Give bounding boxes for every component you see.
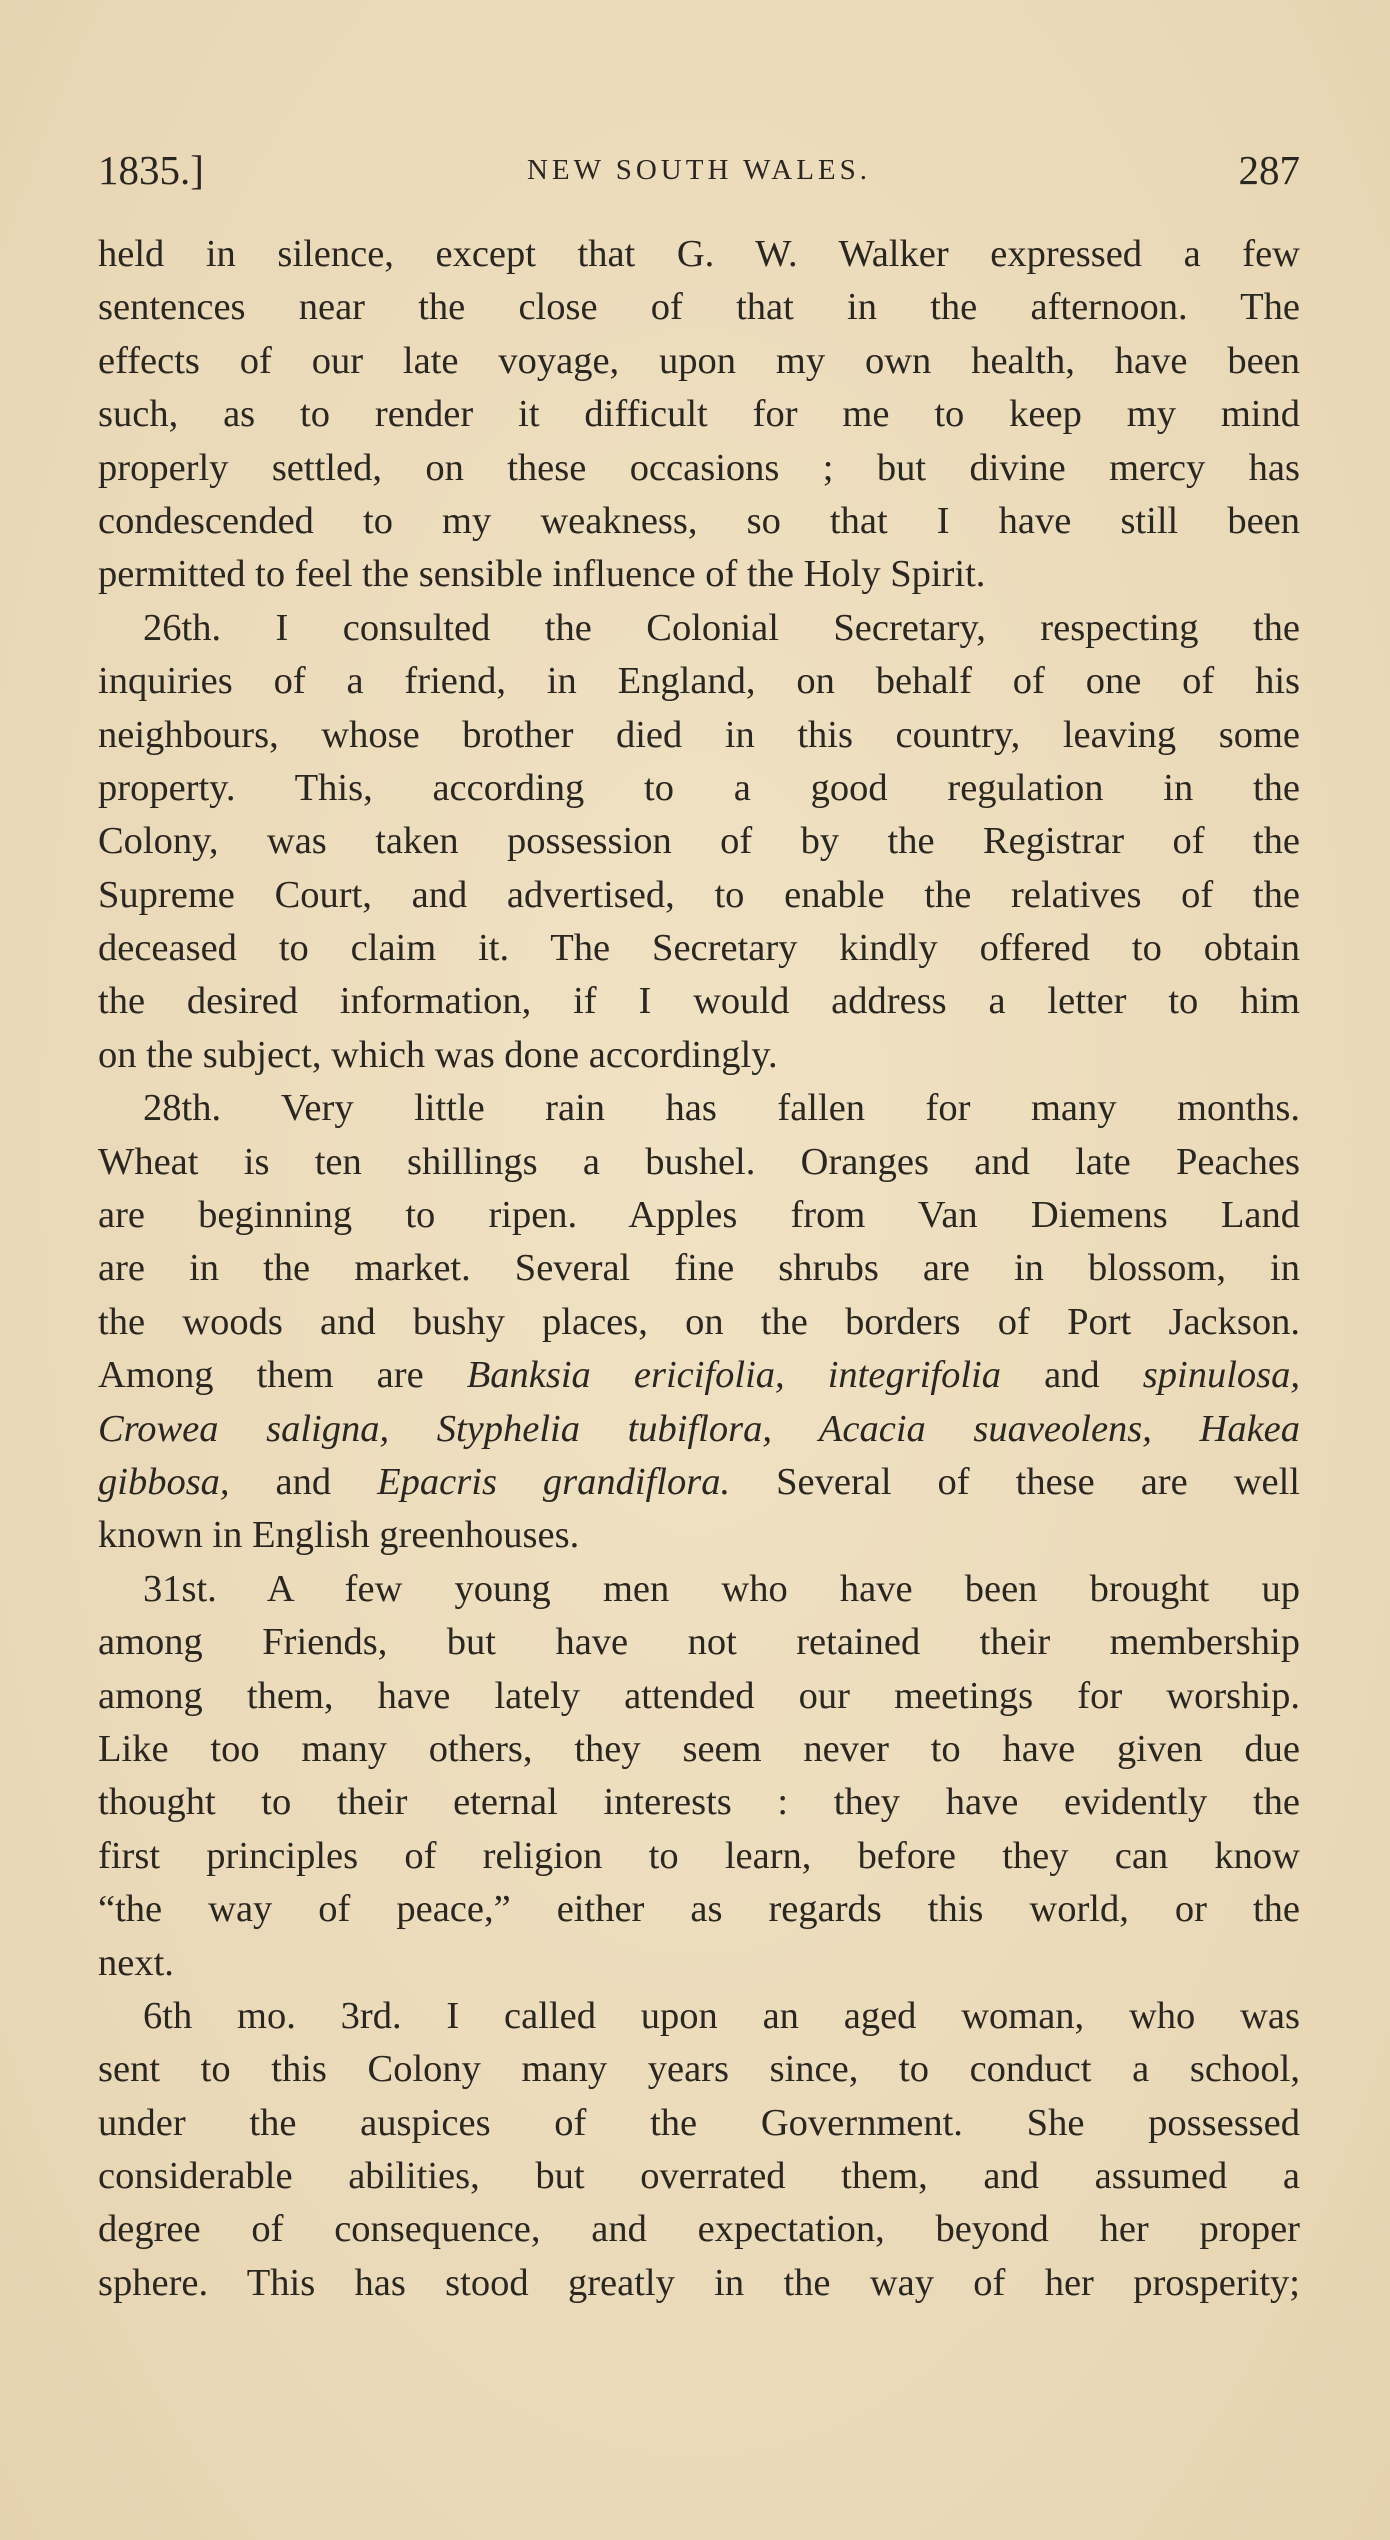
- text-line: deceased to claim it. The Secretary kindly offered to obtain: [98, 927, 1300, 970]
- text-line: 31st. A few young men who have been brought up: [143, 1567, 1300, 1610]
- running-head: [98, 140, 1300, 200]
- page-number: 287: [1238, 147, 1300, 193]
- header-year: 1835.]: [98, 147, 204, 193]
- text-line: the desired information, if I would address a letter to him: [98, 980, 1300, 1023]
- text-line: thought to their eternal interests : they have evidently the: [98, 1781, 1300, 1824]
- text-line: neighbours, whose brother died in this country, leaving some: [98, 713, 1300, 756]
- species-name: Epacris grandiflora.: [377, 1460, 731, 1503]
- text-run: and: [229, 1460, 378, 1503]
- text-line: degree of consequence, and expectation, beyond her proper: [98, 2208, 1300, 2251]
- species-name: gibbosa,: [98, 1460, 230, 1503]
- text-line: 26th. I consulted the Colonial Secretary, respecting the: [143, 606, 1300, 649]
- text-line: next.: [98, 1941, 174, 1984]
- body-text: [98, 228, 1300, 2310]
- header-title: NEW SOUTH WALES.: [526, 154, 872, 186]
- text-line: condescended to my weakness, so that I have still been: [98, 499, 1300, 542]
- text-line: Supreme Court, and advertised, to enable the relatives of the: [98, 873, 1300, 916]
- text-line: first principles of religion to learn, before they can know: [98, 1834, 1300, 1877]
- text-line: inquiries of a friend, in England, on behalf of one of his: [98, 660, 1300, 703]
- text-line: sentences near the close of that in the afternoon. The: [98, 286, 1300, 329]
- text-line: 28th. Very little rain has fallen for many months.: [143, 1087, 1300, 1130]
- text-line: are in the market. Several fine shrubs are in blossom, in: [98, 1247, 1300, 1290]
- text-run: and: [1000, 1354, 1143, 1397]
- text-line: under the auspices of the Government. She possessed: [98, 2101, 1300, 2144]
- species-name: spinulosa,: [1142, 1354, 1300, 1397]
- text-line: property. This, according to a good regulation in the: [98, 766, 1300, 809]
- species-name: Banksia ericifolia, integrifolia: [466, 1354, 1001, 1397]
- text-line: [98, 1403, 1300, 1456]
- text-line: considerable abilities, but overrated them, and assumed a: [98, 2155, 1300, 2198]
- text-line: Wheat is ten shillings a bushel. Oranges and late Peaches: [98, 1140, 1300, 1183]
- text-run: Among them are: [98, 1354, 467, 1397]
- text-line: Colony, was taken possession of by the Registrar of the: [98, 820, 1300, 863]
- text-line: known in English greenhouses.: [98, 1514, 580, 1557]
- text-line: [98, 1349, 1300, 1402]
- text-line: the woods and bushy places, on the borders of Port Jackson.: [98, 1300, 1300, 1343]
- text-line: among them, have lately attended our meetings for worship.: [98, 1674, 1300, 1717]
- text-line: held in silence, except that G. W. Walker expressed a few: [98, 233, 1300, 275]
- text-line: sent to this Colony many years since, to conduct a school,: [98, 2048, 1300, 2091]
- text-run: Several of these are well: [730, 1460, 1301, 1503]
- text-line: sphere. This has stood greatly in the way of her prosperity;: [98, 2261, 1300, 2304]
- text-line: among Friends, but have not retained their membership: [98, 1621, 1300, 1664]
- text-line: 6th mo. 3rd. I called upon an aged woman, who was: [143, 1994, 1300, 2037]
- text-line: on the subject, which was done accordingly.: [98, 1033, 778, 1076]
- text-line: such, as to render it difficult for me to keep my mind: [98, 393, 1300, 436]
- text-line: effects of our late voyage, upon my own health, have been: [98, 339, 1300, 382]
- text-line: “the way of peace,” either as regards this world, or the: [98, 1888, 1300, 1931]
- text-line: [98, 1456, 1300, 1509]
- text-line: are beginning to ripen. Apples from Van Diemens Land: [98, 1194, 1300, 1237]
- species-name: Crowea saligna, Styphelia tubiflora, Acacia suaveolens, Hakea: [98, 1407, 1300, 1450]
- text-line: Like too many others, they seem never to have given due: [98, 1727, 1300, 1770]
- text-line: properly settled, on these occasions ; but divine mercy has: [98, 446, 1300, 489]
- text-line: permitted to feel the sensible influence of the Holy Spirit.: [98, 553, 986, 596]
